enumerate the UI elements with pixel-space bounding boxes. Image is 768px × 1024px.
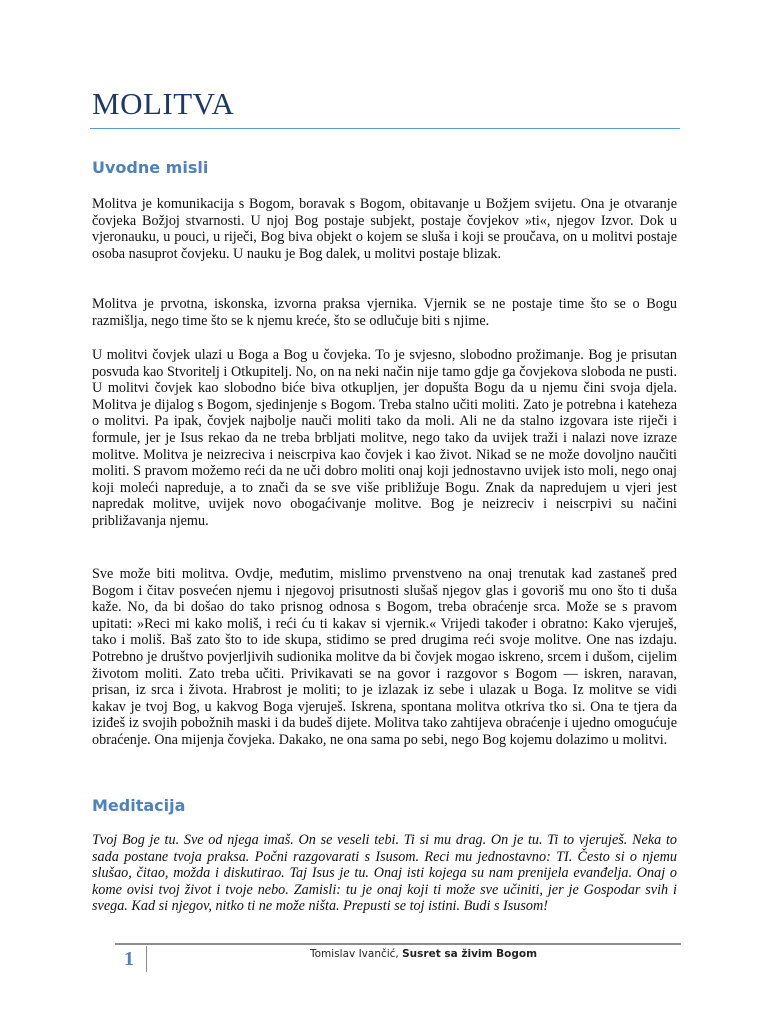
section-heading-uvodne-misli: Uvodne misli bbox=[92, 158, 209, 177]
footer-divider bbox=[115, 943, 681, 945]
paragraph-3: U molitvi čovjek ulazi u Boga a Bog u čovjeka. To je svjesno, slobodno prožimanje. Bog je prisutan posvuda kao Stvoritelj i Otkupitelj. No, on na neki način nije tamo gdje ga čovjekova sloboda ne pusti. U molitvi čovjek kao slobodno biće biva otkupljen, jer dopušta Bogu da u njemu čini svoja djela. Molitva je dijalog s Bogom, sjedinjenje s Bogom. Treba stalno učiti moliti. Zato je potrebna i kateheza o molitvi. Pa ipak, čovjek najbolje nauči moliti tako da moli. Ali ne da stalno izgovara iste riječi i formule, jer je Isus rekao da ne treba brbljati molitve, nego tako da uvijek traži i nalazi nove izraze molitve. Molitva je neizreciva i neiscrpiva kao čovjek i kao život. Nikad se ne može dovoljno naučiti moliti. S pravom možemo reći da ne uči dobro moliti onaj koji jednostavno uvijek isto moli, nego onaj koji moleći napreduje, a to znači da se sve više približuje Bogu. Znak da napredujem u vjeri jest napredak molitve, uvijek novo obogaćivanje molitve. Bog je neizreciv i neiscrpivi su načini približavanja njemu. bbox=[92, 347, 677, 529]
page-number: 1 bbox=[124, 948, 134, 970]
paragraph-2: Molitva je prvotna, iskonska, izvorna praksa vjernika. Vjernik se ne postaje time što se o Bogu razmišlja, nego time što se k njemu kreće, što se odlučuje biti s njime. bbox=[92, 296, 677, 329]
paragraph-4: Sve može biti molitva. Ovdje, međutim, mislimo prvenstveno na onaj trenutak kad zastaneš pred Bogom i čitav posvećen njemu i njegovoj prisutnosti slušaš njegov glas i govoriš mu ono što ti duša kaže. No, da bi došao do tako prisnog odnosa s Bogom, treba obraćenje srca. Može se s pravom upitati: »Reci mi kako moliš, i reći ću ti kakav si vjernik.« Vrijedi također i obratno: Kako vjeruješ, tako i moliš. Baš zato što to ide skupa, stidimo se pred drugima reći svoje molitve. One nas izdaju. Potrebno je društvo povjerljivih sudionika molitve da bi čovjek mogao iskreno, srcem i dušom, cijelim životom moliti. Zato treba učiti. Privikavati se na govor i razgovor s Bogom — iskren, naravan, prisan, iz srca i života. Hrabrost je moliti; to je izlazak iz sebe i ulazak u Boga. Iz molitve se vidi kakav je tvoj Bog, u kakvog Boga vjeruješ. Iskrena, spontana molitva otkriva tko si. Ona te tjera da iziđeš iz svojih pobožnih maski i da budeš dijete. Molitva tako zahtijeva obraćenje i ujedno omogućuje obraćenje. Ona mijenja čovjeka. Dakako, ne ona sama po sebi, nego Bog kojemu dolazimo u molitvi. bbox=[92, 566, 677, 748]
title-divider bbox=[90, 128, 680, 129]
page-number-separator bbox=[146, 946, 147, 972]
footer-author: Tomislav Ivančić, bbox=[310, 948, 403, 960]
paragraph-1: Molitva je komunikacija s Bogom, boravak s Bogom, obitavanje u Božjem svijetu. Ona je otvaranje čovjeka Božjoj stvarnosti. U njoj Bog postaje subjekt, postaje čovjekov »ti«, njegov Izvor. Dok u vjeronauku, u pouci, u riječi, Bog biva objekt o kojem se sluša i koji se proučava, on u molitvi postaje osoba nasuprot čovjeku. U nauku je Bog dalek, u molitvi postaje blizak. bbox=[92, 196, 677, 262]
footer-book-title: Susret sa živim Bogom bbox=[402, 948, 538, 960]
page-title: MOLITVA bbox=[92, 86, 235, 121]
footer-citation bbox=[310, 948, 537, 960]
meditation-paragraph: Tvoj Bog je tu. Sve od njega imaš. On se veseli tebi. Ti si mu drag. On je tu. Ti to vjeruješ. Neka to sada postane tvoja praksa. Počni razgovarati s Isusom. Reci mu jednostavno: TI. Često si o njemu slušao, čitao, možda i diskutirao. Taj Isus je tu. Onaj isti kojega su nam prenijela evanđelja. Onaj o kome ovisi tvoj život i tvoje nebo. Zamisli: tu je onaj koji ti može sve učiniti, jer je Gospodar svih i svega. Kad si njegov, nitko ti ne može ništa. Prepusti se toj istini. Budi s Isusom! bbox=[92, 832, 677, 915]
section-heading-meditacija: Meditacija bbox=[92, 796, 186, 815]
